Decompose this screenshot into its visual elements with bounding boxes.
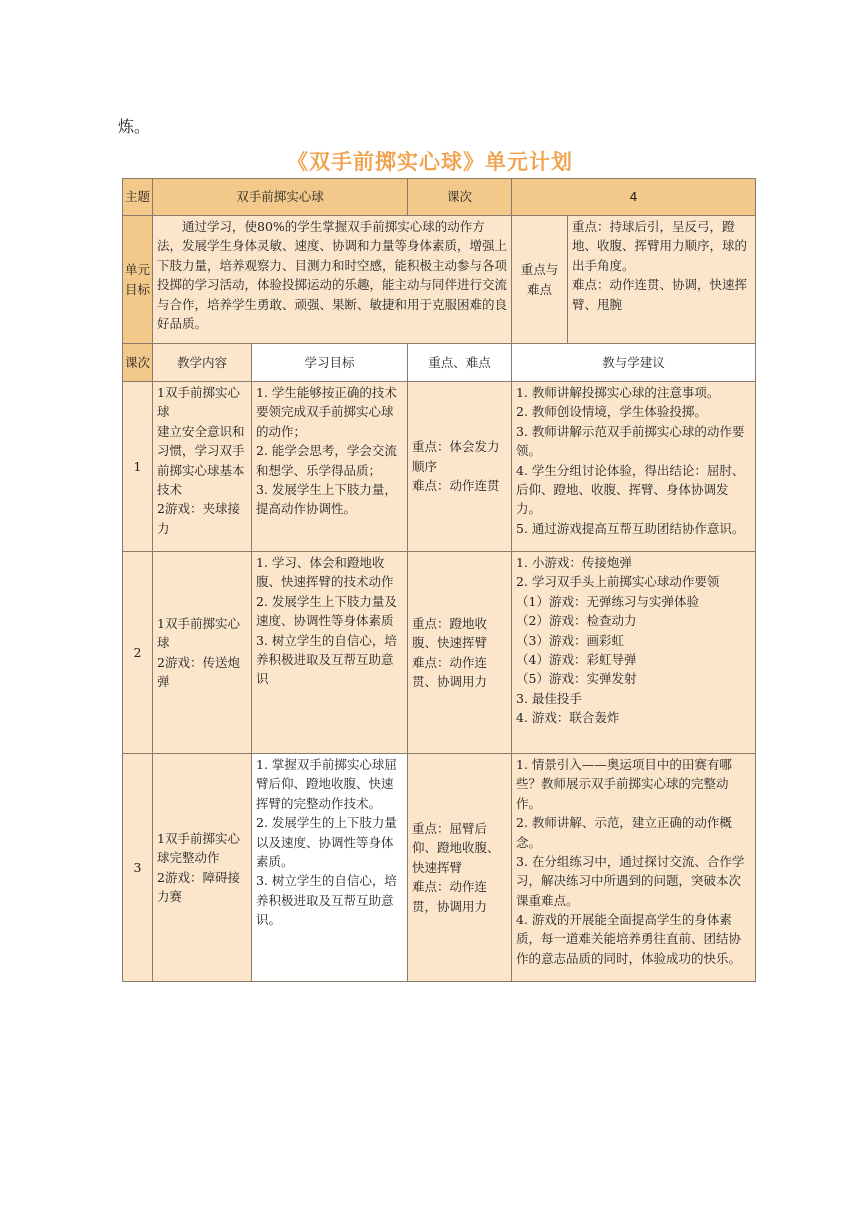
content-line: 2游戏：夹球接力 bbox=[157, 501, 240, 536]
suggestion-line: （2）游戏：检查动力 bbox=[516, 613, 637, 629]
col-suggestions-header: 教与学建议 bbox=[512, 344, 756, 382]
lesson-number: 2 bbox=[123, 552, 153, 754]
table-row bbox=[123, 754, 756, 982]
suggestion-line: 3. 在分组练习中，通过探讨交流、合作学习，解决练习中所遇到的问题，突破本次课重难点。 bbox=[516, 853, 745, 908]
difficulty-text: 难点：动作连贯、协调，快速挥臂、甩腕 bbox=[572, 277, 748, 312]
suggestion-line: 2. 教师创设情境，学生体验投掷。 bbox=[516, 404, 707, 420]
suggestion-line: 3. 教师讲解示范双手前掷实心球的动作要领。 bbox=[516, 423, 745, 459]
col-content-header: 教学内容 bbox=[153, 344, 252, 382]
unit-plan-table bbox=[122, 178, 756, 982]
key-difficulty-text bbox=[568, 216, 756, 344]
key-text: 重点：持球后引，呈反弓，蹬地、收腹、挥臂用力顺序，球的出手角度。 bbox=[572, 219, 748, 273]
objective-line: 3. 发展学生上下肢力量，提高动作协调性。 bbox=[256, 481, 397, 517]
suggestion-line: 4. 游戏的开展能全面提高学生的身体素质，每一道难关能培养勇往直前、团结协作的意志品质的同时，体验成功的快乐。 bbox=[516, 912, 742, 966]
col-objectives-header: 学习目标 bbox=[252, 344, 408, 382]
content-cell bbox=[153, 552, 252, 754]
topic-value: 双手前掷实心球 bbox=[153, 179, 408, 216]
objective-line: 1. 学生能够按正确的技术要领完成双手前掷实心球的动作； bbox=[256, 385, 397, 439]
table-row bbox=[123, 552, 756, 754]
suggestion-line: （5）游戏：实弹发射 bbox=[516, 671, 637, 687]
key-difficulty-label: 重点与难点 bbox=[512, 216, 568, 344]
keypoint-line: 重点：体会发力顺序 bbox=[412, 439, 500, 474]
table-row bbox=[123, 382, 756, 552]
content-cell bbox=[153, 754, 252, 982]
objective-line: 2. 发展学生上下肢力量及速度、协调性等身体素质 bbox=[256, 593, 397, 629]
col-keypoints-header: 重点、难点 bbox=[408, 344, 512, 382]
suggestion-line: 5. 通过游戏提高互帮互助团结协作意识。 bbox=[516, 520, 745, 536]
objective-line: 2. 发展学生的上下肢力量以及速度、协调性等身体素质。 bbox=[256, 815, 397, 869]
content-line: 2游戏：传送炮弹 bbox=[157, 654, 240, 689]
suggestion-line: 1. 教师讲解投掷实心球的注意事项。 bbox=[516, 385, 720, 400]
suggestion-line: 4. 游戏：联合轰炸 bbox=[516, 710, 620, 725]
content-line: 1双手前掷实心球完整动作 bbox=[157, 830, 240, 866]
objective-line: 3. 树立学生的自信心，培养积极进取及互帮互助意识 bbox=[256, 632, 397, 687]
suggestion-line: 1. 小游戏：传接炮弹 bbox=[516, 555, 632, 570]
objectives-cell bbox=[252, 552, 408, 754]
keypoint-line: 重点：蹬地收腹、快速挥臂 bbox=[412, 615, 488, 651]
lead-text: 炼。 bbox=[118, 117, 151, 136]
topic-label: 主题 bbox=[123, 179, 153, 216]
suggestions-cell bbox=[512, 754, 756, 982]
lesson-number: 3 bbox=[123, 754, 153, 982]
keypoints-cell bbox=[408, 754, 512, 982]
suggestions-cell bbox=[512, 552, 756, 754]
objective-line: 2. 能学会思考，学会交流和想学、乐学得品质； bbox=[256, 443, 397, 478]
unit-goal-text: 通过学习，使80%的学生掌握双手前掷实心球的动作方法，发展学生身体灵敏、速度、协调和力量等身体素质，增强上下肢力量，培养观察力、目测力和时空感，能积极主动参与各项投掷的学习活动，体验投掷运动的乐趣，能主动与同伴进行交流与合作，培养学生勇敢、顽强、果断、敏捷和用于克服困难的良好品质。 bbox=[153, 216, 512, 344]
lessons-value: 4 bbox=[512, 179, 756, 216]
suggestion-line: 3. 最佳投手 bbox=[516, 690, 582, 706]
keypoint-line: 难点：动作连贯、协调用力 bbox=[412, 654, 488, 689]
suggestion-line: （4）游戏：彩虹导弹 bbox=[516, 651, 637, 667]
keypoint-line: 重点：屈臂后仰、蹬地收腹、快速挥臂 bbox=[412, 821, 500, 875]
lessons-label: 课次 bbox=[408, 179, 512, 216]
page-title: 《双手前掷实心球》单元计划 bbox=[287, 150, 573, 174]
objectives-cell bbox=[252, 754, 408, 982]
lesson-number: 1 bbox=[123, 382, 153, 552]
objective-line: 1. 掌握双手前掷实心球屈臂后仰、蹬地收腹、快速挥臂的完整动作技术。 bbox=[256, 757, 397, 811]
objective-line: 3. 树立学生的自信心，培养积极进取及互帮互助意识。 bbox=[256, 873, 397, 927]
keypoint-line: 难点：动作连贯，协调用力 bbox=[412, 879, 488, 914]
content-line: 1双手前掷实心球 bbox=[157, 385, 240, 420]
content-line: 建立安全意识和习惯，学习双手前掷实心球基本技术 bbox=[157, 423, 245, 497]
content-line: 2游戏：障碍接力赛 bbox=[157, 869, 240, 904]
objectives-cell bbox=[252, 382, 408, 552]
keypoints-cell bbox=[408, 552, 512, 754]
suggestion-line: 2. 学习双手头上前掷实心球动作要领 bbox=[516, 574, 720, 590]
content-cell bbox=[153, 382, 252, 552]
keypoint-line: 难点：动作连贯 bbox=[412, 478, 500, 494]
suggestion-line: 2. 教师讲解、示范，建立正确的动作概念。 bbox=[516, 815, 732, 850]
suggestion-line: 4. 学生分组讨论体验，得出结论：屈肘、后仰、蹬地、收腹、挥臂、身体协调发力。 bbox=[516, 462, 745, 517]
suggestion-line: （1）游戏：无弹练习与实弹体验 bbox=[516, 593, 699, 609]
keypoints-cell bbox=[408, 382, 512, 552]
col-lesson-header: 课次 bbox=[123, 344, 153, 382]
objective-line: 1. 学习、体会和蹬地收腹、快速挥臂的技术动作 bbox=[256, 555, 394, 590]
content-line: 1双手前掷实心球 bbox=[157, 615, 240, 651]
suggestion-line: 1. 情景引入——奥运项目中的田赛有哪些？教师展示双手前掷实心球的完整动作。 bbox=[516, 757, 732, 811]
unit-goal-label: 单元目标 bbox=[123, 216, 153, 344]
suggestions-cell bbox=[512, 382, 756, 552]
suggestion-line: （3）游戏：画彩虹 bbox=[516, 632, 624, 648]
